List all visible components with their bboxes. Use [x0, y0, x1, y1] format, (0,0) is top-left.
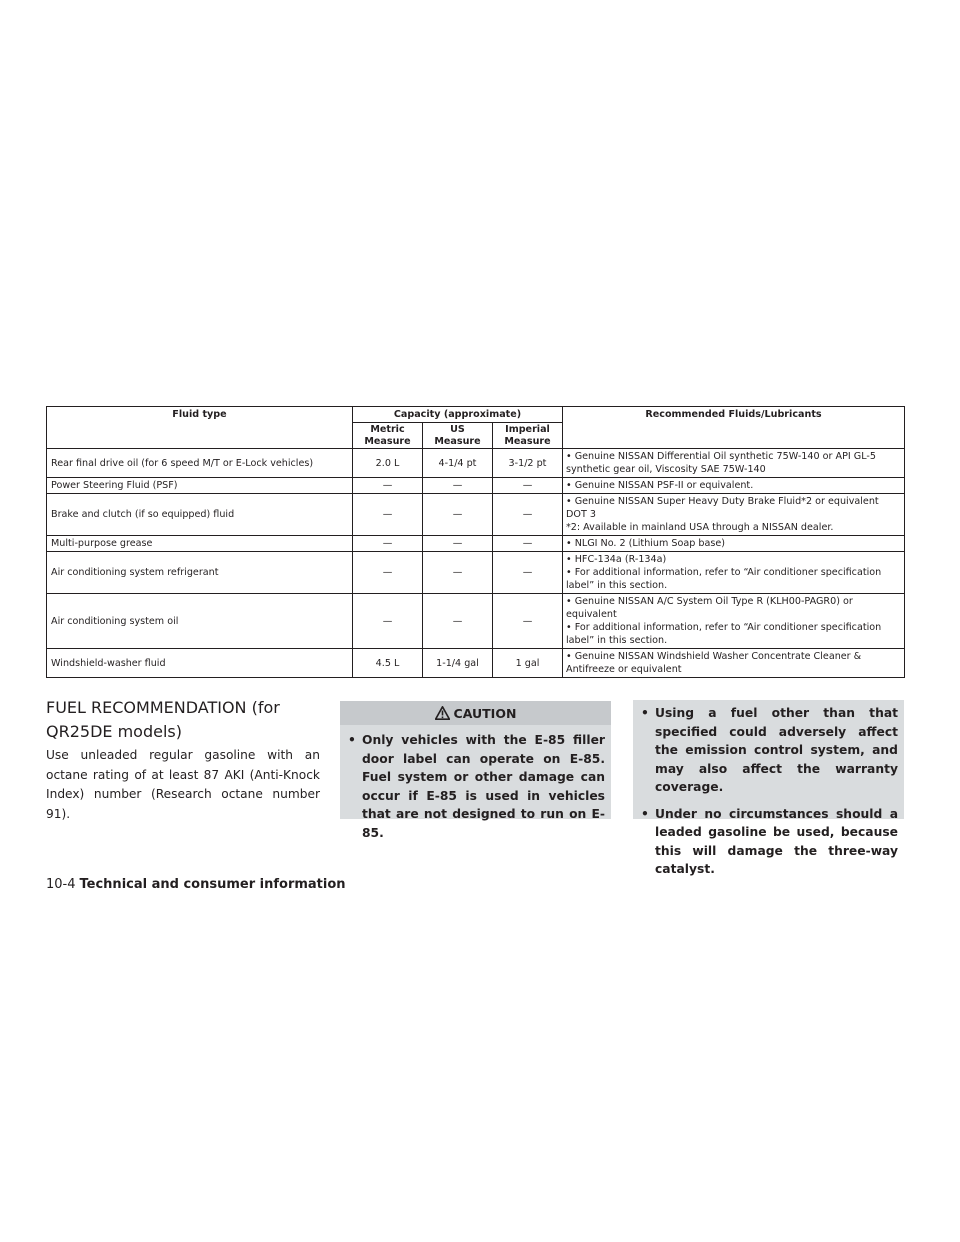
cell-metric: — [353, 594, 423, 649]
table-row [47, 494, 905, 536]
cell-imperial: 1 gal [493, 649, 563, 678]
header-fluid-type: Fluid type [47, 407, 353, 449]
section-name: Technical and consumer information [79, 877, 346, 892]
cell-metric: — [353, 494, 423, 536]
recommended-line: • HFC-134a (R-134a) [566, 554, 667, 565]
recommended-line: • Genuine NISSAN Windshield Washer Concentrate Cleaner & Antifreeze or equivalent [566, 651, 862, 675]
header-metric: Metric Measure [353, 423, 423, 449]
cell-imperial: — [493, 478, 563, 494]
cell-metric: — [353, 478, 423, 494]
cell-imperial: 3-1/2 pt [493, 449, 563, 478]
cell-fluid-type: Rear final drive oil (for 6 speed M/T or E-Lock vehicles) [47, 449, 353, 478]
header-us: US Measure [423, 423, 493, 449]
table-row [47, 552, 905, 594]
cell-recommended [563, 552, 905, 594]
page-footer [46, 876, 346, 894]
cell-fluid-type: Windshield-washer fluid [47, 649, 353, 678]
cell-fluid-type: Multi-purpose grease [47, 536, 353, 552]
cell-us: — [423, 478, 493, 494]
fuel-section-title: FUEL RECOMMENDATION (for QR25DE models) [46, 698, 280, 741]
cell-metric: — [353, 536, 423, 552]
table-row [47, 594, 905, 649]
recommended-line: • For additional information, refer to “Air conditioner specification label” in this section. [566, 567, 882, 591]
cell-us: — [423, 536, 493, 552]
cell-recommended [563, 478, 905, 494]
caution-list [340, 725, 611, 842]
table-row [47, 536, 905, 552]
bullet-icon: • [641, 806, 649, 821]
cell-metric: 2.0 L [353, 449, 423, 478]
table-row [47, 649, 905, 678]
caution-list-continued [633, 700, 904, 879]
bullet-icon: • [348, 733, 356, 747]
recommended-line: • Genuine NISSAN Differential Oil synthetic 75W-140 or API GL-5 synthetic gear oil, Viscosity SAE 75W-140 [566, 451, 876, 475]
cell-us: — [423, 552, 493, 594]
recommended-line: • Genuine NISSAN Super Heavy Duty Brake Fluid*2 or equivalent DOT 3 [566, 496, 879, 520]
cell-imperial: — [493, 594, 563, 649]
cell-recommended [563, 449, 905, 478]
cell-imperial: — [493, 494, 563, 536]
recommended-line: • Genuine NISSAN A/C System Oil Type R (KLH00-PAGR0) or equivalent [566, 596, 853, 620]
table-row [47, 449, 905, 478]
caution-label: CAUTION [453, 705, 517, 721]
cell-us: — [423, 594, 493, 649]
header-capacity: Capacity (approximate) [353, 407, 563, 423]
caution-box-continued [633, 700, 904, 876]
recommended-line: • For additional information, refer to “Air conditioner specification label” in this section. [566, 622, 882, 646]
table-row [47, 478, 905, 494]
caution-header [340, 701, 611, 725]
bullet-icon: • [641, 706, 649, 720]
caution-item-text: Under no circumstances should a leaded gasoline be used, because this will damage the three-way catalyst. [655, 806, 898, 876]
caution-item-text: Using a fuel other than that specified could adversely affect the emission control system, and may also affect the warranty coverage. [655, 706, 898, 794]
page-number: 10-4 [46, 877, 76, 892]
header-imperial: Imperial Measure [493, 423, 563, 449]
fluid-capacity-table [46, 406, 905, 678]
caution-item [641, 805, 898, 879]
cell-recommended [563, 649, 905, 678]
cell-fluid-type: Air conditioning system oil [47, 594, 353, 649]
cell-recommended [563, 594, 905, 649]
cell-imperial: — [493, 552, 563, 594]
table-body [47, 449, 905, 678]
recommended-line: • NLGI No. 2 (Lithium Soap base) [566, 538, 725, 549]
caution-item [348, 731, 605, 842]
caution-box [340, 701, 611, 840]
cell-metric: — [353, 552, 423, 594]
cell-metric: 4.5 L [353, 649, 423, 678]
fuel-body-text: Use unleaded regular gasoline with an octane rating of at least 87 AKI (Anti-Knock Index) number (Research octane number 91). [46, 748, 320, 821]
cell-recommended [563, 494, 905, 536]
cell-fluid-type: Power Steering Fluid (PSF) [47, 478, 353, 494]
cell-us: 4-1/4 pt [423, 449, 493, 478]
recommended-line: • Genuine NISSAN PSF-II or equivalent. [566, 480, 754, 491]
cell-fluid-type: Air conditioning system refrigerant [47, 552, 353, 594]
warning-triangle-icon [435, 706, 450, 720]
cell-us: 1-1/4 gal [423, 649, 493, 678]
header-recommended: Recommended Fluids/Lubricants [563, 407, 905, 449]
cell-recommended [563, 536, 905, 552]
caution-item [641, 704, 898, 797]
cell-fluid-type: Brake and clutch (if so equipped) fluid [47, 494, 353, 536]
cell-us: — [423, 494, 493, 536]
cell-imperial: — [493, 536, 563, 552]
caution-item-text: Only vehicles with the E-85 filler door label can operate on E-85. Fuel system or other damage can occur if E-85 is used in vehicles that are not designed to run on E-85. [362, 733, 605, 840]
recommended-line: *2: Available in mainland USA through a NISSAN dealer. [566, 522, 834, 533]
